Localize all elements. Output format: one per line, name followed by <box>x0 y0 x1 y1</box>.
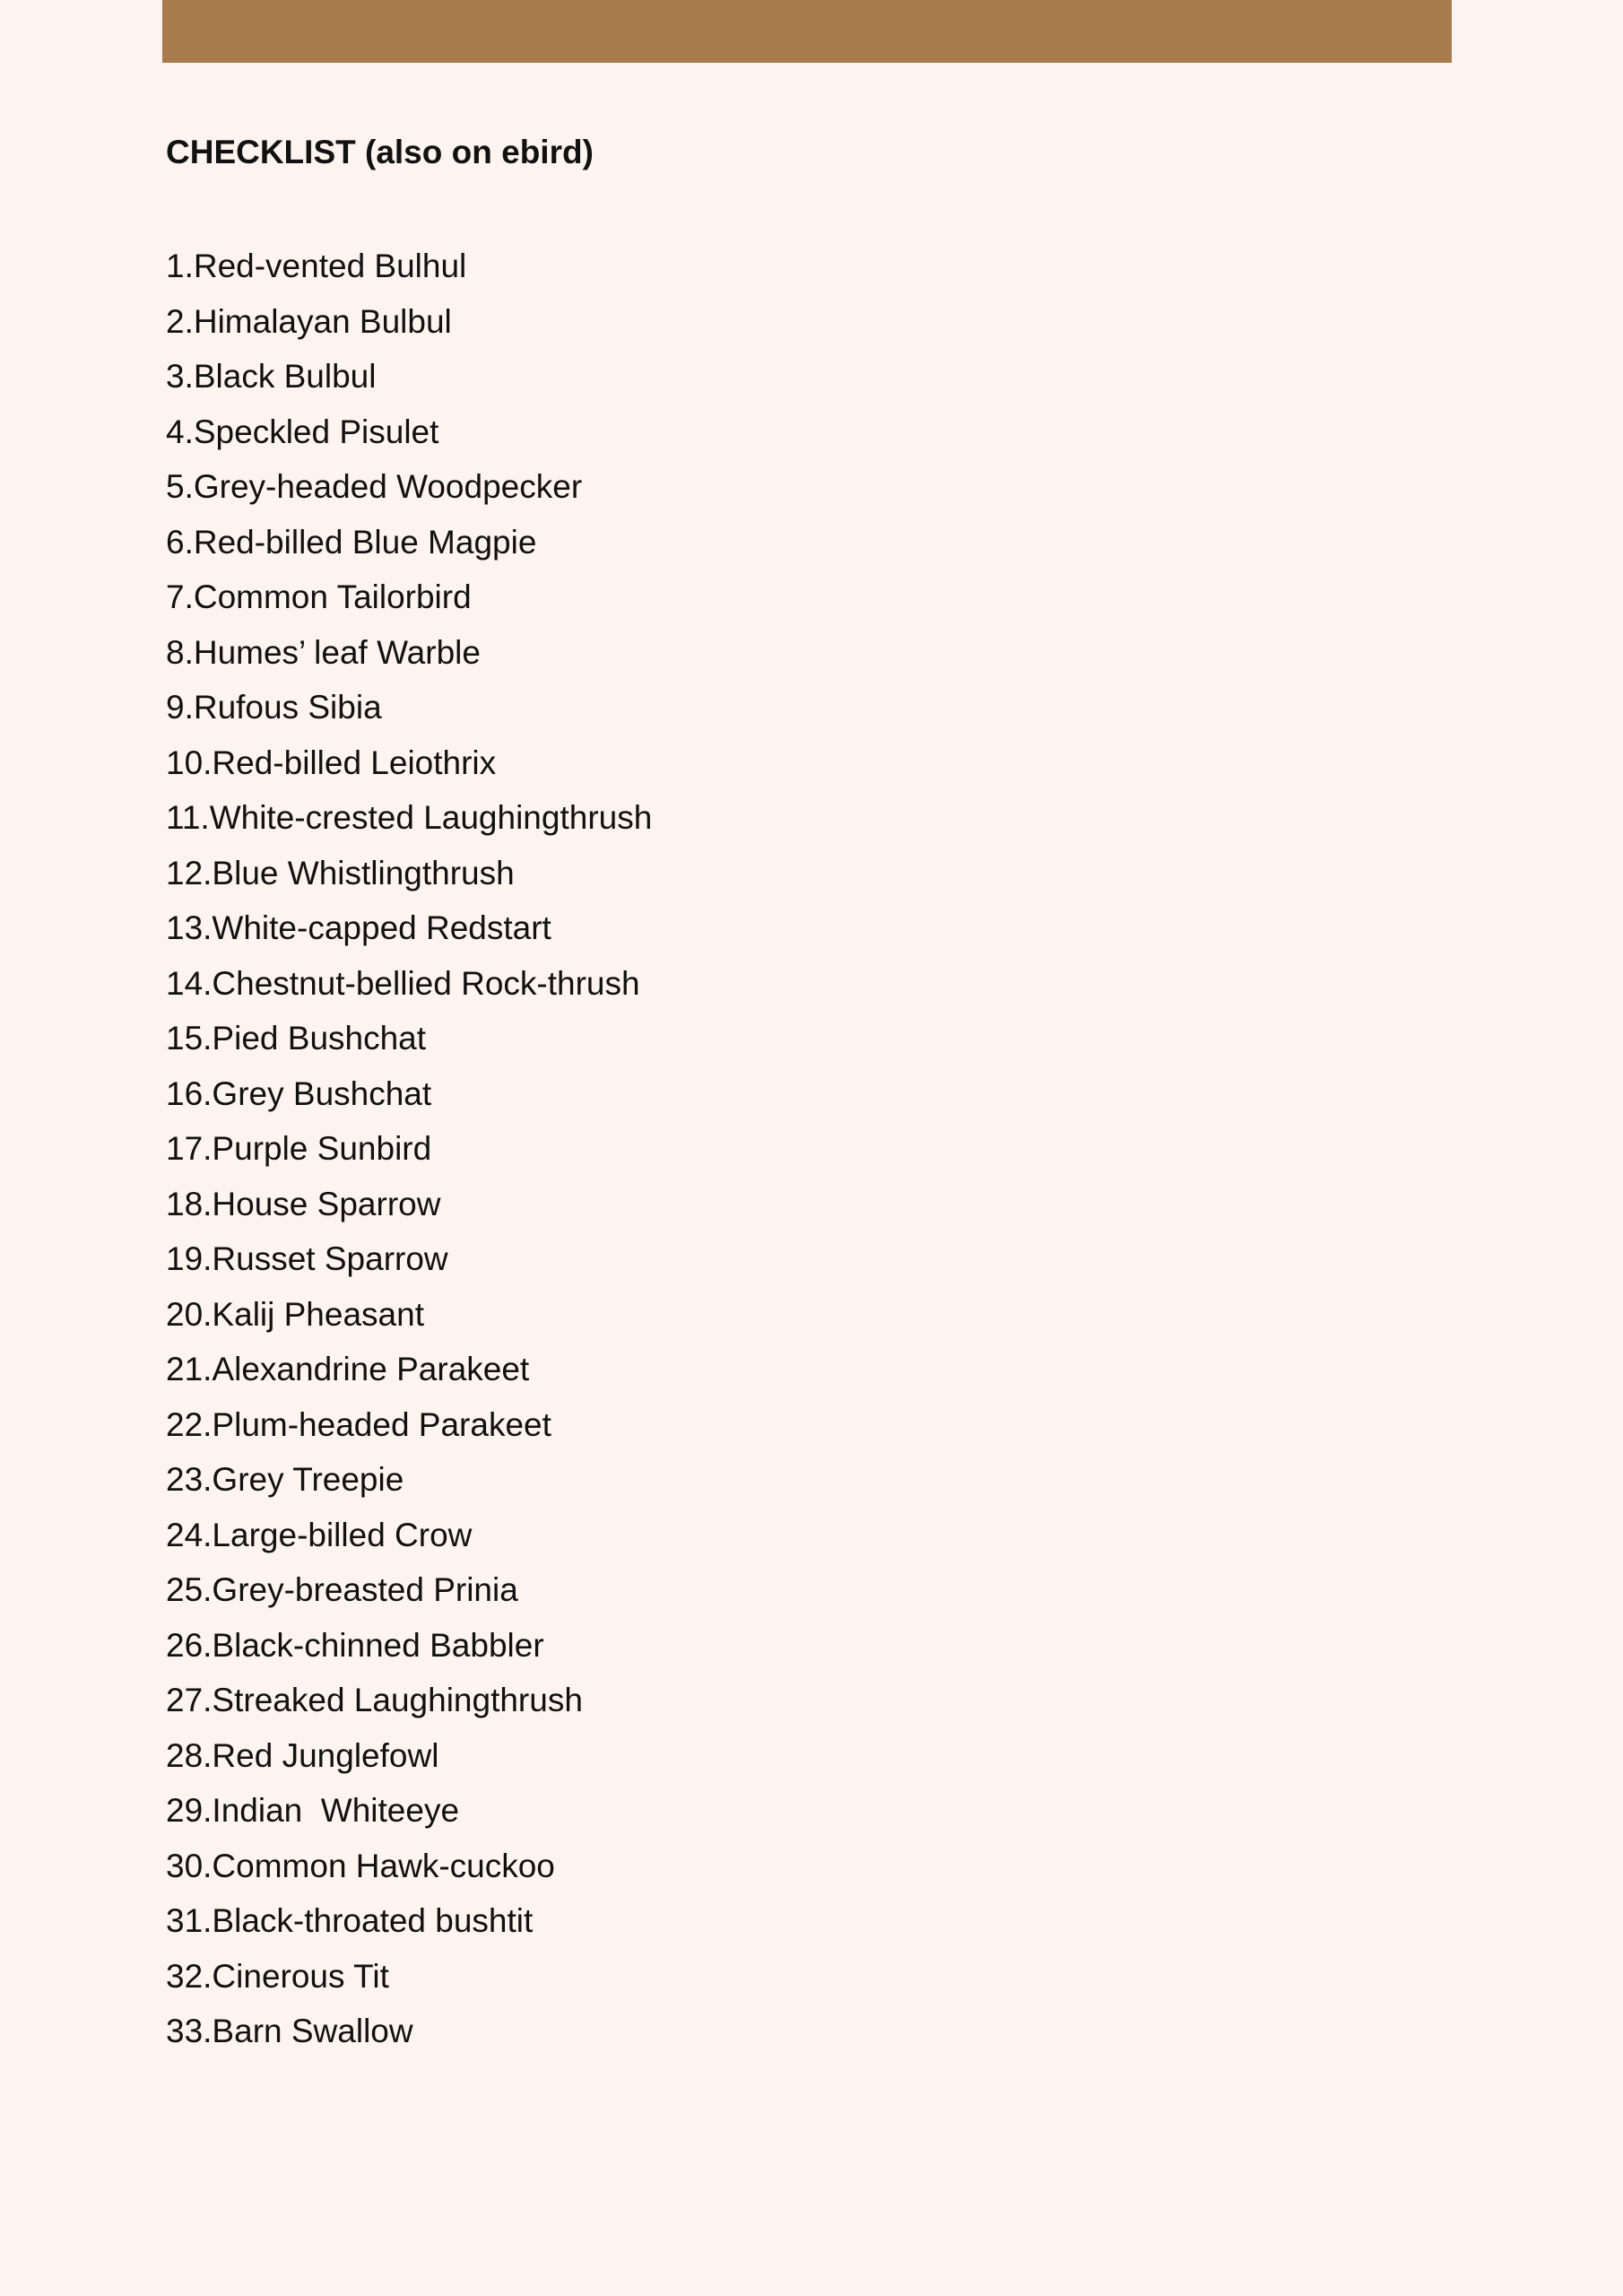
checklist-item: 28.Red Junglefowl <box>166 1736 439 1774</box>
checklist-item: 16.Grey Bushchat <box>166 1074 432 1112</box>
checklist-item: 30.Common Hawk-cuckoo <box>166 1847 555 1884</box>
bird-checklist <box>166 239 652 2059</box>
checklist-item: 4.Speckled Pisulet <box>166 413 439 450</box>
checklist-item: 32.Cinerous Tit <box>166 1957 389 1995</box>
checklist-item: 19.Russet Sparrow <box>166 1240 448 1277</box>
checklist-item: 6.Red-billed Blue Magpie <box>166 523 537 561</box>
checklist-item: 23.Grey Treepie <box>166 1461 404 1498</box>
checklist-item: 2.Himalayan Bulbul <box>166 302 452 340</box>
checklist-item: 24.Large-billed Crow <box>166 1516 473 1553</box>
checklist-heading: CHECKLIST (also on ebird) <box>166 134 594 170</box>
checklist-item: 26.Black-chinned Babbler <box>166 1626 544 1664</box>
checklist-item: 9.Rufous Sibia <box>166 689 382 726</box>
checklist-item: 25.Grey-breasted Prinia <box>166 1571 518 1608</box>
checklist-item: 8.Humes’ leaf Warble <box>166 633 481 671</box>
header-band <box>162 0 1452 63</box>
checklist-item: 15.Pied Bushchat <box>166 1020 427 1057</box>
checklist-item: 27.Streaked Laughingthrush <box>166 1682 583 1718</box>
checklist-item: 7.Common Tailorbird <box>166 578 472 615</box>
checklist-item: 33.Barn Swallow <box>166 2013 413 2049</box>
checklist-item: 11.White-crested Laughingthrush <box>166 799 653 836</box>
checklist-item: 21.Alexandrine Parakeet <box>166 1351 530 1387</box>
checklist-item: 5.Grey-headed Woodpecker <box>166 468 583 505</box>
checklist-item: 10.Red-billed Leiothrix <box>166 744 497 781</box>
checklist-item: 13.White-capped Redstart <box>166 909 551 946</box>
checklist-item: 20.Kalij Pheasant <box>166 1295 424 1333</box>
checklist-item: 12.Blue Whistlingthrush <box>166 854 515 891</box>
checklist-item: 29.Indian Whiteeye <box>166 1792 460 1829</box>
checklist-item: 31.Black-throated bushtit <box>166 1902 534 1939</box>
checklist-item: 14.Chestnut-bellied Rock-thrush <box>166 964 640 1002</box>
checklist-item: 3.Black Bulbul <box>166 358 377 395</box>
checklist-item: 22.Plum-headed Parakeet <box>166 1405 551 1443</box>
checklist-item: 17.Purple Sunbird <box>166 1130 432 1167</box>
checklist-item: 1.Red-vented Bulhul <box>166 248 467 284</box>
checklist-item: 18.House Sparrow <box>166 1185 441 1222</box>
